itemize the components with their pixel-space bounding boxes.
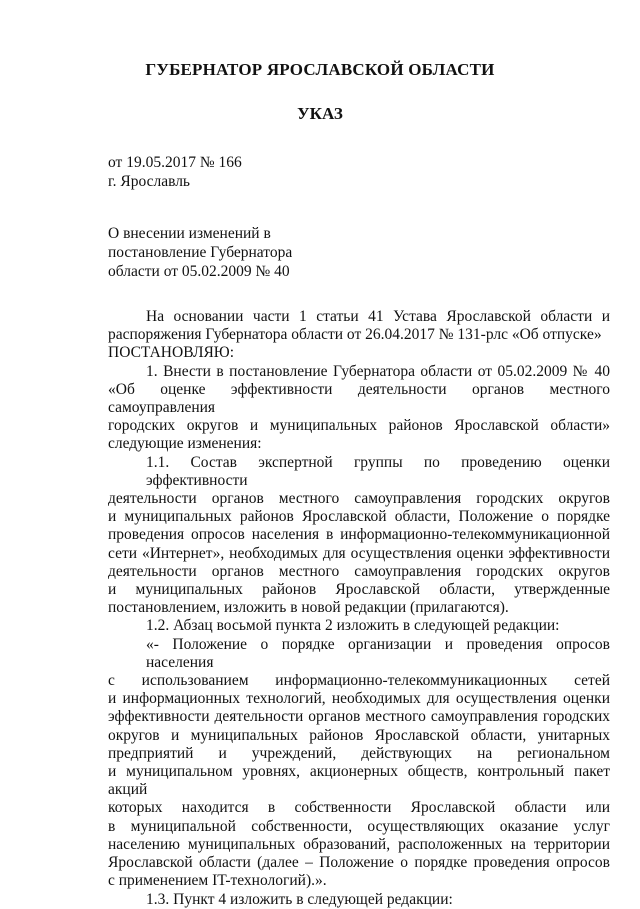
- text-line: «Об оценке эффективности деятельности органов местного самоуправления: [108, 380, 610, 417]
- text-line: ПОСТАНОВЛЯЮ:: [108, 344, 235, 362]
- document-type: УКАЗ: [297, 104, 343, 123]
- text-line: деятельности органов местного самоуправления городских округов: [108, 562, 610, 580]
- paragraph-quote: [108, 636, 610, 891]
- issuing-authority: ГУБЕРНАТОР ЯРОСЛАВСКОЙ ОБЛАСТИ: [145, 60, 495, 79]
- text-line: 1. Внести в постановление Губернатора области от 05.02.2009 № 40: [146, 362, 610, 380]
- text-line: следующие изменения:: [108, 435, 262, 453]
- subject-line: О внесении изменений в: [108, 225, 271, 242]
- text-line: проведения опросов населения в информационно-телекоммуникационной: [108, 526, 610, 544]
- text-line: и муниципальных районов Ярославской области, утвержденные: [108, 581, 610, 599]
- text-line: округов и муниципальных районов Ярославской области, унитарных: [108, 726, 610, 744]
- text-line: 1.2. Абзац восьмой пункта 2 изложить в следующей редакции:: [146, 617, 560, 635]
- city: г. Ярославль: [108, 173, 190, 190]
- text-line: которых находится в собственности Ярославской области или: [108, 799, 610, 817]
- text-line: сети «Интернет», необходимых для осуществления оценки эффективности: [108, 544, 610, 562]
- subject-line: области от 05.02.2009 № 40: [108, 263, 290, 280]
- text-line: постановлением, изложить в новой редакции (прилагаются).: [108, 599, 509, 617]
- text-line: городских округов и муниципальных районов Ярославской области»: [108, 417, 610, 435]
- text-line: и муниципальном уровнях, акционерных обществ, контрольный пакет акций: [108, 763, 610, 799]
- date-number: от 19.05.2017 № 166: [108, 154, 242, 171]
- paragraph-basis: [108, 308, 610, 344]
- document-meta: [108, 153, 242, 191]
- paragraph-item-1-2: [108, 617, 610, 635]
- text-line: с использованием информационно-телекоммуникационных сетей: [108, 672, 610, 690]
- paragraph-item-1-3: [108, 891, 610, 909]
- text-line: эффективности деятельности органов местного самоуправления городских: [108, 708, 610, 726]
- text-line: распоряжения Губернатора области от 26.04.2017 № 131-рлс «Об отпуске»: [108, 326, 602, 344]
- text-line: 1.3. Пункт 4 изложить в следующей редакции:: [146, 890, 453, 908]
- text-line: в муниципальной собственности, осуществляющих оказание услуг: [108, 817, 610, 835]
- text-line: деятельности органов местного самоуправления городских округов: [108, 490, 610, 508]
- text-line: Ярославской области (далее – Положение о порядке проведения опросов: [108, 854, 610, 872]
- text-line: и муниципальных районов Ярославской области, Положение о порядке: [108, 508, 610, 526]
- text-line: предприятий и учреждений, действующих на региональном: [108, 744, 610, 762]
- text-line: с применением IT-технологий).».: [108, 872, 327, 890]
- paragraph-item-1-1: [108, 454, 610, 618]
- text-line: На основании части 1 статьи 41 Устава Ярославской области и: [146, 308, 610, 325]
- text-line: и информационных технологий, необходимых для осуществления оценки: [108, 690, 610, 708]
- document-subject: [108, 224, 292, 281]
- paragraph-item-1: [108, 363, 610, 454]
- paragraph-resolve: [108, 344, 610, 362]
- text-line: населению муниципальных образований, расположенных на территории: [108, 835, 610, 853]
- text-line: «- Положение о порядке организации и проведения опросов населения: [146, 635, 610, 671]
- document-body: [108, 308, 610, 909]
- text-line: 1.1. Состав экспертной группы по проведению оценки эффективности: [146, 453, 610, 489]
- subject-line: постановление Губернатора: [108, 244, 293, 261]
